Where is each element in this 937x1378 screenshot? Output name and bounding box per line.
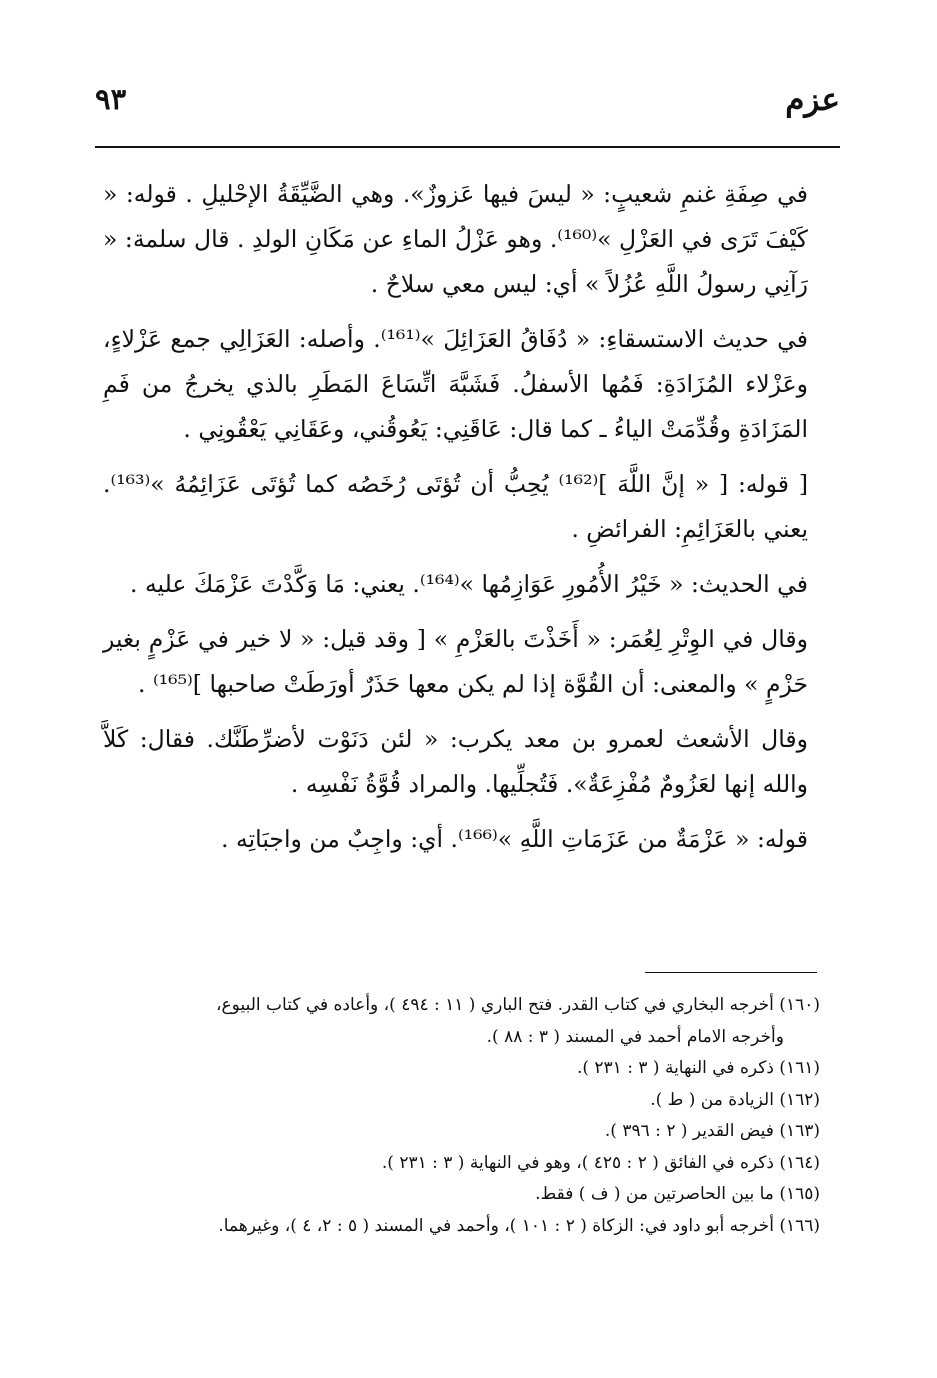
footnote: (١٦٤) ذكره في الفائق ( ٢ : ٤٢٥ )، وهو في النهاية ( ٣ : ٢٣١ ). (381, 1152, 820, 1173)
footnotes (110, 990, 820, 1242)
header-rule (95, 146, 840, 148)
page-number: ٩٣ (95, 82, 127, 116)
footnote: (١٦٦) أخرجه أبو داود في: الزكاة ( ٢ : ١٠١ )، وأحمد في المسند ( ٥ : ٢، ٤ )، وغيرهما. (218, 1215, 820, 1236)
paragraph: وقال في الوِتْرِ لِعُمَر: « أَخَذْتَ بالعَزْمِ » [ وقد قيل: « لا خير في عَزْمٍ بغير حَزْمٍ » والمعنى: أن القُوَّة إذا لم يكن معها حَذَرٌ أورَطَتْ صاحبها ]⁽¹⁶⁵⁾ . (103, 625, 808, 698)
paragraph: قوله: « عَزْمَةٌ من عَزَمَاتِ اللَّهِ »⁽¹⁶⁶⁾. أي: واجِبٌ من واجبَاتِه . (221, 825, 808, 853)
paragraph: [ قوله: [ « إنَّ اللَّهَ ]⁽¹⁶²⁾ يُحِبُّ أن تُؤتَى رُخَصُه كما تُؤتَى عَزَائِمُهُ »⁽¹⁶³⁾. يعني بالعَزَائِمِ: الفرائضِ . (103, 470, 808, 543)
page-header (95, 78, 840, 138)
footnote: (١٦٢) الزيادة من ( ط ). (650, 1089, 820, 1110)
paragraph: في صِفَةِ غنمِ شعيبٍ: « ليسَ فيها عَزوزٌ». وهي الضَّيِّقَةُ الإحْليلِ . قوله: « كَيْفَ تَرَى في العَزْلِ »⁽¹⁶⁰⁾. وهو عَزْلُ الماءِ عن مَكَانِ الولدِ . قال سلمة: « رَآنِي رسولُ اللَّهِ عُزُلاً » أي: ليس معي سلاحٌ . (103, 180, 808, 298)
main-text (103, 172, 808, 872)
paragraph: وقال الأشعث لعمرو بن معد يكرب: « لئن دَنَوْت لأضرِّطَنَّك. فقال: كَلاَّ والله إنها لعَزُومٌ مُفْزِعَةٌ». فَتُجلِّيها. والمراد قُوَّةُ نَفْسِه . (103, 725, 808, 798)
footnote: (١٦١) ذكره في النهاية ( ٣ : ٢٣١ ). (576, 1058, 820, 1078)
paragraph: في الحديث: « خَيْرُ الأُمُورِ عَوَازِمُها »⁽¹⁶⁴⁾. يعني: مَا وَكَّدْتَ عَزْمَكَ عليه . (130, 570, 808, 598)
running-title: عزم (785, 82, 840, 118)
paragraph: في حديث الاستسقاءِ: « دُفَاقُ العَزَائِلَ »⁽¹⁶¹⁾. وأصله: العَزَالِي جمع عَزْلاءٍ، وعَزْلاء المُزَادَةِ: فَمُها الأسفلُ. فَشَبَّهَ اتِّسَاعَ المَطَرِ بالذي يخرجُ من فَمِ المَزَادَةِ وقُدِّمَتْ الياءُ ـ كما قال: عَاقَنِي: يَعُوقُني، وعَقَانِي يَعْقُونِي . (103, 325, 808, 443)
footnote: (١٦٣) فيض القدير ( ٢ : ٣٩٦ ). (604, 1121, 820, 1141)
footnote-continuation: وأخرجه الامام أحمد في المسند ( ٣ : ٨٨ ). (486, 1026, 784, 1047)
footnote: (١٦٥) ما بين الحاصرتين من ( ف ) فقط. (535, 1184, 820, 1204)
footnote: (١٦٠) أخرجه البخاري في كتاب القدر. فتح الباري ( ١١ : ٤٩٤ )، وأعاده في كتاب البيوع، (216, 995, 820, 1015)
footnote-rule (645, 972, 817, 973)
